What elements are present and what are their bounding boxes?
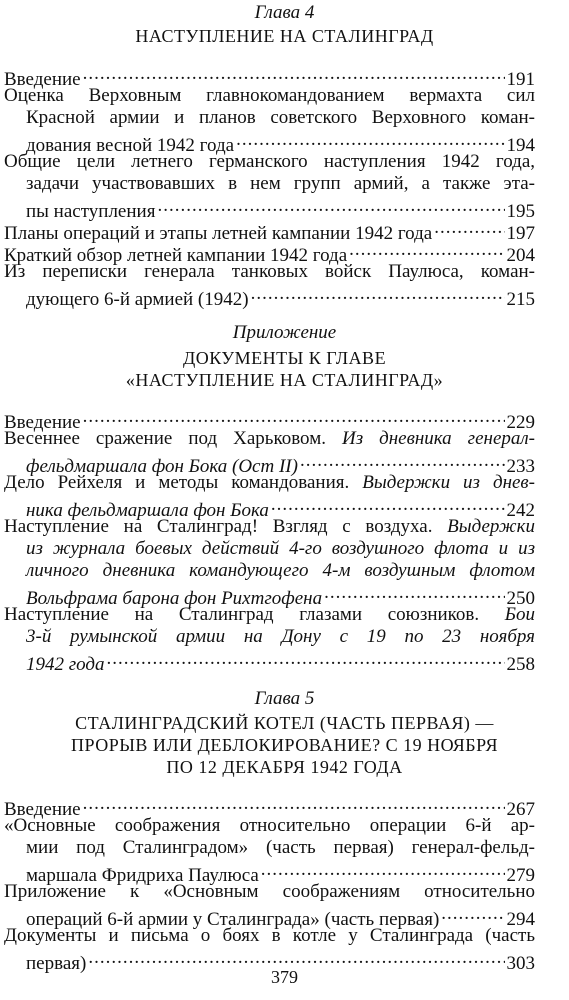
dot-leader [88,947,504,969]
toc-entry-line: дования весной 1942 года [26,135,235,156]
appendix-label: Приложение [232,322,337,343]
dot-leader [83,793,505,815]
toc-entry-line [4,538,535,560]
toc-entry-c4-correspondence [4,261,535,310]
toc-entry-line: Приложение к «Основным соображениям относительно [4,881,535,902]
toc-entry-app-reichel [4,472,535,521]
appendix-title [0,347,569,391]
toc-page-number: 258 [506,654,535,675]
toc-entry-title: Наступление на Сталинград! Взгляд с воздуха. [4,516,448,537]
toc-page-number: 204 [506,245,535,266]
page-number: 379 [271,967,298,987]
toc-page-number: 229 [506,412,535,433]
dot-leader [236,129,504,151]
toc-page-number: 250 [506,588,535,609]
toc-entry-line: Документы и письма о боях в котле у Сталинграда (часть [4,925,535,946]
toc-entry-line: «Основные соображения относительно операции 6-й ар- [4,815,535,836]
toc-page-number: 191 [506,69,535,90]
appendix-title-line: «НАСТУПЛЕНИЕ НА СТАЛИНГРАД» [125,370,444,390]
dot-leader [157,195,504,217]
toc-page-number: 294 [506,909,535,930]
toc-page-number: 233 [506,456,535,477]
toc-page-number: 242 [506,500,535,521]
toc-entry-line [4,472,535,494]
toc-entry-subtitle: Выдержки из днев- [362,472,535,493]
dot-leader [83,63,505,85]
toc-entry-subtitle: Вольфрама барона фон Рихтгофена [26,588,323,609]
toc-entry-app-allies [4,604,535,675]
toc-entry-subtitle: 1942 года [26,654,105,675]
chapter-5-title [0,712,569,778]
toc-page-number: 267 [506,799,535,820]
toc-entry-line [4,516,535,538]
chapter-5-title-line: ПО 12 ДЕКАБРЯ 1942 ГОДА [166,757,403,777]
toc-page-number: 195 [506,201,535,222]
dot-leader [271,494,505,516]
toc-entry-c4-assessment [4,85,535,156]
toc-entry-subtitle: Из дневника генерал- [341,428,536,449]
toc-entry-c4-goals [4,151,535,222]
chapter-4-title [0,25,569,47]
toc-entry-line: мии под Сталинградом» (часть первая) генерал-фельд- [26,837,535,858]
toc-entry-title: Планы операций и этапы летней кампании 1942 года [4,223,433,244]
toc-entry-title: Введение [4,412,81,433]
toc-entry-c4-introduction [4,63,535,90]
toc-entry-c5-considerations [4,815,535,886]
toc-entry-line: маршала Фридриха Паулюса [26,865,259,886]
dot-leader [261,859,505,881]
dot-leader [324,582,504,604]
toc-entry-title: Наступление на Сталинград глазами союзников. [4,604,505,625]
dot-leader [300,450,505,472]
toc-page-number: 197 [506,223,535,244]
toc-page-number: 215 [506,289,535,310]
toc-entry-subtitle: ника фельдмаршала фон Бока [26,500,269,521]
chapter-4-title-line: НАСТУПЛЕНИЕ НА СТАЛИНГРАД [135,26,434,46]
dot-leader [107,648,505,670]
toc-entry-subtitle: Бои [504,604,535,625]
toc-entry-line [4,428,535,450]
toc-entry-c5-documents [4,925,535,974]
toc-entry-line [4,604,535,626]
toc-entry-line: пы наступления [26,201,156,222]
toc-entry-line: операций 6-й армии у Сталинграда» (часть первая) [26,909,440,930]
chapter-4-label: Глава 4 [254,2,315,23]
toc-entry-title: Дело Рейхеля и методы командования. [4,472,363,493]
toc-entry-line: задачи участвовавших в нем групп армий, а также эта- [26,173,535,194]
toc-entry-app-introduction [4,406,535,433]
dot-leader [251,283,505,305]
toc-entry-subtitle: 3-й румынской армии на Дону с 19 по 23 ноября [26,626,535,647]
toc-entry-subtitle: фельдмаршала фон Бока (Ост II) [26,456,298,477]
toc-entry-line: дующего 6-й армией (1942) [26,289,249,310]
dot-leader [434,217,504,239]
appendix-title-line: ДОКУМЕНТЫ К ГЛАВЕ [182,348,387,368]
toc-page-number: 279 [506,865,535,886]
toc-entry-app-kharkov [4,428,536,477]
chapter-5-title-line: СТАЛИНГРАДСКИЙ КОТЕЛ (ЧАСТЬ ПЕРВАЯ) — [75,713,494,733]
toc-entry-app-air-view [4,516,535,609]
toc-entry-subtitle: Выдержки [447,516,535,537]
chapter-5-title-line: ПРОРЫВ ИЛИ ДЕБЛОКИРОВАНИЕ? С 19 НОЯБРЯ [70,735,499,755]
dot-leader [441,903,504,925]
toc-entry-c4-plans [4,217,535,244]
toc-entry-line: первая) [26,953,87,974]
toc-entry-title: Введение [4,69,81,90]
toc-entry-title: Краткий обзор летней кампании 1942 года [4,245,348,266]
toc-entry-line: Из переписки генерала танковых войск Паулюса, коман- [4,261,535,282]
chapter-5-label: Глава 5 [254,688,315,709]
toc-entry-title: Введение [4,799,81,820]
toc-entry-title: Весеннее сражение под Харьковом. [4,428,342,449]
dot-leader [83,406,505,428]
toc-entry-subtitle: из журнала боевых действий 4-го воздушного флота и из [26,538,535,559]
toc-entry-line [4,560,535,582]
toc-entry-line: Общие цели летнего германского наступления 1942 года, [4,151,535,172]
dot-leader [349,239,504,261]
toc-entry-line [4,626,535,648]
toc-entry-c5-introduction [4,793,535,820]
toc-entry-line: Красной армии и планов советского Верховного коман- [26,107,535,128]
toc-entry-line: Оценка Верховным главнокомандованием вермахта сил [4,85,535,106]
toc-entry-c5-appendix [4,881,535,930]
toc-page-number: 303 [506,953,535,974]
toc-entry-subtitle: личного дневника командующего 4-м воздушным флотом [26,560,535,581]
toc-entry-c4-overview [4,239,535,266]
toc-page-number: 194 [506,135,535,156]
